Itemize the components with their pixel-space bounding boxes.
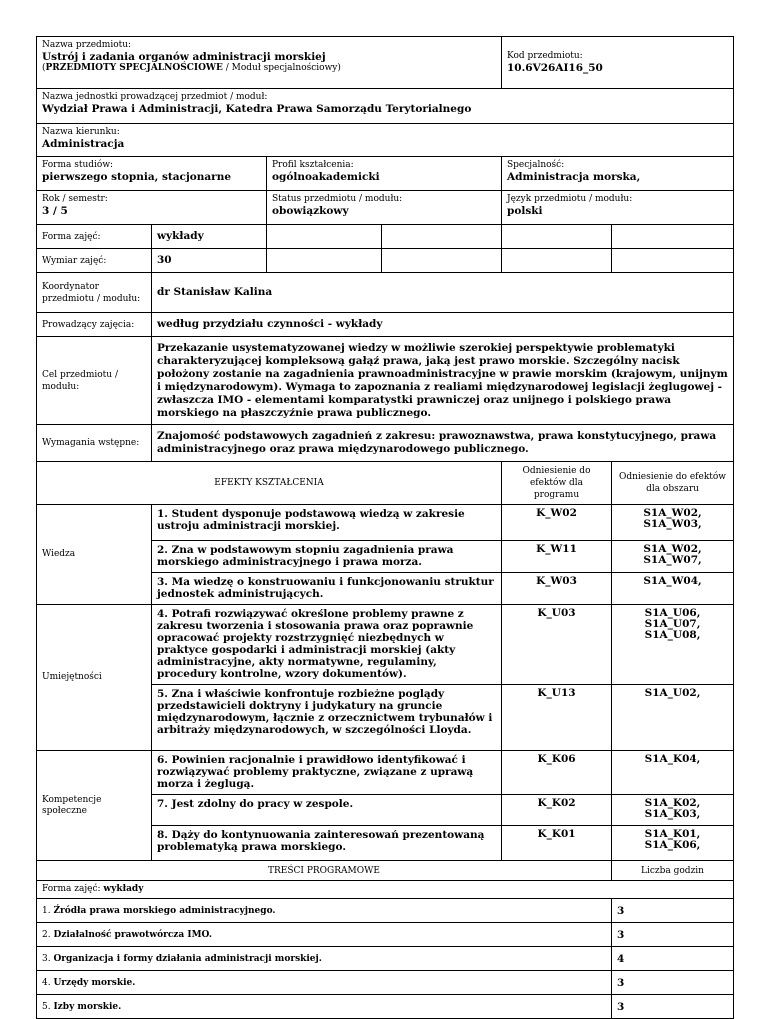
topic-row [37, 947, 734, 971]
outcome-text: 7. Jest zdolny do pracy w zespole. [152, 795, 502, 826]
unit-value: Wydział Prawa i Administracji, Katedra Prawa Samorządu Terytorialnego [42, 103, 472, 115]
subject-name-cell [37, 37, 502, 89]
area-code: S1A_W02, [643, 507, 702, 519]
outcome-program-code: K_U03 [502, 605, 612, 685]
goal-row [37, 337, 734, 425]
outcome-row [37, 505, 734, 541]
outcome-row [37, 605, 734, 685]
outcome-program-code: K_K02 [502, 795, 612, 826]
topic-title: Izby morskie. [53, 1001, 122, 1012]
topic-hours: 3 [612, 899, 734, 923]
language-value: polski [507, 205, 543, 217]
year-label: Rok / semestr: [42, 194, 108, 204]
requirements-value: Znajomość podstawowych zagadnień z zakresu: prawoznawstwa, prawa konstytucyjnego, prawa administracyjnego oraz prawa międzynarodowego publicznego. [157, 430, 717, 455]
topic-title: Urzędy morskie. [53, 977, 136, 988]
outcome-program-code: K_K06 [502, 751, 612, 795]
subject-category-bold: PRZEDMIOTY SPECJALNOŚCIOWE [45, 63, 223, 73]
language-label: Język przedmiotu / modułu: [507, 194, 633, 204]
topic-row [37, 899, 734, 923]
hours-value: 30 [157, 254, 172, 266]
area-code: S1A_U07, [644, 618, 701, 630]
outcome-text: 4. Potrafi rozwiązywać określone problemy prawne z zakresu tworzenia i stosowania prawa oraz poprawnie opracować projekty rozstrzygnięć niezbędnych w praktyce gospodarki i administracji morskiej (akty administracyjne, akty normatywne, regulaminy, procedury kontrolne, wzory dokumentów). [152, 605, 502, 685]
program-body [37, 899, 734, 1019]
topic-cell [37, 995, 612, 1019]
topic-hours: 4 [612, 947, 734, 971]
unit-row [37, 89, 734, 124]
coordinator-value: dr Stanisław Kalina [157, 286, 273, 298]
syllabus-page [36, 36, 733, 1019]
outcome-text: 8. Dąży do kontynuowania zainteresowań prezentowaną problematyką prawa morskiego. [152, 826, 502, 861]
profile-value: ogólnoakademicki [272, 171, 380, 183]
area-code: S1A_U06, [644, 607, 701, 619]
year-row [37, 191, 734, 225]
topic-title: Działalność prawotwórcza IMO. [53, 929, 212, 940]
status-value: obowiązkowy [272, 205, 349, 217]
study-row [37, 157, 734, 191]
profile-label: Profil kształcenia: [272, 160, 354, 170]
unit-label: Nazwa jednostki prowadzącej przedmiot / moduł: [42, 92, 268, 102]
area-code: S1A_W03, [643, 518, 702, 530]
topic-number: 1. [42, 905, 54, 916]
goal-value: Przekazanie usystematyzowanej wiedzy w możliwie szerokiej perspektywie problematyki charakteryzującej kompleksową gałąź prawa, jaką jest prawo morskie. Szczególny nacisk położony zostanie na zagadnienia prawnoadministracyjne w prawie morskim (krajowym, unijnym i międzynarodowym). Wymaga to zapoznania z realiami międzynarodowej legislacji żeglugowej - zwłaszcza IMO - elementami komparatystki prawniczej oraz unijnego i polskiego prawa morskiego na płaszczyźnie prawa publicznego. [157, 341, 728, 419]
subject-row [37, 37, 734, 89]
requirements-label: Wymagania wstępne: [42, 438, 140, 448]
subject-code: 10.6V26AI16_50 [507, 62, 603, 74]
field-value: Administracja [42, 138, 125, 150]
outcome-area-codes [612, 541, 734, 573]
topic-number: 2. [42, 929, 54, 940]
outcome-area-codes [612, 573, 734, 605]
outcome-text: 6. Powinien racjonalnie i prawidłowo identyfikować i rozwiązywać problemy praktyczne, związane z uprawą morza i żeglugą. [152, 751, 502, 795]
subject-code-cell [502, 37, 734, 89]
class-form-value: wykłady [157, 230, 204, 242]
topic-cell [37, 899, 612, 923]
program-header: TREŚCI PROGRAMOWE [37, 861, 612, 881]
outcomes-header-row [37, 462, 734, 505]
outcomes-col-area: Odniesienie do efektów dla obszaru [612, 462, 734, 505]
outcome-program-code: K_U13 [502, 685, 612, 751]
field-label: Nazwa kierunku: [42, 127, 120, 137]
field-row [37, 124, 734, 157]
subject-name: Ustrój i zadania organów administracji morskiej [42, 51, 326, 63]
outcome-text: 1. Student dysponuje podstawową wiedzą w zakresie ustroju administracji morskiej. [152, 505, 502, 541]
instructor-label: Prowadzący zajęcia: [42, 319, 135, 330]
class-form-label: Forma zajęć: [42, 231, 101, 242]
area-code: S1A_W02, [643, 543, 702, 555]
hours-row [37, 249, 734, 273]
area-code: S1A_K04, [644, 753, 701, 765]
status-label: Status przedmiotu / modułu: [272, 194, 403, 204]
topic-cell [37, 923, 612, 947]
requirements-row [37, 425, 734, 462]
instructor-row [37, 313, 734, 337]
topic-row [37, 923, 734, 947]
subject-name-label: Nazwa przedmiotu: [42, 40, 132, 50]
area-code: S1A_W04, [643, 575, 702, 587]
area-code: S1A_K03, [644, 808, 701, 820]
topic-hours: 3 [612, 971, 734, 995]
program-form-label: Forma zajęć: [42, 884, 101, 894]
outcomes-body [37, 505, 734, 861]
subject-category-rest: / Moduł specjalnościowy) [225, 63, 341, 73]
year-value: 3 / 5 [42, 205, 68, 217]
topic-hours: 3 [612, 923, 734, 947]
subject-category: (PRZEDMIOTY SPECJALNOŚCIOWE / Moduł specjalnościowy) [42, 63, 341, 73]
topic-title: Organizacja i formy działania administracji morskiej. [53, 953, 322, 964]
outcome-text: 2. Zna w podstawowym stopniu zagadnienia prawa morskiego administracyjnego i prawa morza. [152, 541, 502, 573]
outcome-text: 3. Ma wiedzę o konstruowaniu i funkcjonowaniu struktur jednostek administrujących. [152, 573, 502, 605]
coordinator-row [37, 273, 734, 313]
goal-label: Cel przedmiotu / modułu: [42, 369, 118, 392]
topic-row [37, 971, 734, 995]
outcome-group-label: Kompetencje społeczne [37, 751, 152, 861]
area-code: S1A_W07, [643, 554, 702, 566]
outcome-group-label: Umiejętności [37, 605, 152, 751]
topic-number: 5. [42, 1001, 54, 1012]
topic-number: 4. [42, 977, 54, 988]
outcome-program-code: K_K01 [502, 826, 612, 861]
specialty-value: Administracja morska, [507, 171, 641, 183]
topic-cell [37, 971, 612, 995]
area-code: S1A_U08, [644, 629, 701, 641]
instructor-value: według przydziału czynności - wykłady [157, 318, 383, 330]
program-form-value: wykłady [103, 884, 144, 894]
study-form-value: pierwszego stopnia, stacjonarne [42, 171, 232, 183]
outcome-area-codes [612, 685, 734, 751]
outcome-area-codes [612, 505, 734, 541]
outcome-area-codes [612, 605, 734, 685]
program-header-row [37, 861, 734, 881]
syllabus-table [36, 36, 734, 1019]
program-hours-header: Liczba godzin [612, 861, 734, 881]
outcomes-header: EFEKTY KSZTAŁCENIA [37, 462, 502, 505]
topic-row [37, 995, 734, 1019]
outcome-area-codes [612, 795, 734, 826]
coordinator-label: Koordynator przedmiotu / modułu: [42, 281, 141, 304]
subject-code-label: Kod przedmiotu: [507, 51, 583, 61]
hours-label: Wymiar zajęć: [42, 255, 107, 266]
area-code: S1A_K06, [644, 839, 701, 851]
outcome-text: 5. Zna i właściwie konfrontuje rozbieżne poglądy przedstawicieli doktryny i judykatury na gruncie międzynarodowym, łącznie z orzecznictwem trybunałów i arbitraży międzynarodowych, w szczególności Lloyda. [152, 685, 502, 751]
program-form-row [37, 881, 734, 899]
specialty-label: Specjalność: [507, 160, 565, 170]
outcome-area-codes [612, 751, 734, 795]
topic-hours: 3 [612, 995, 734, 1019]
area-code: S1A_K02, [644, 797, 701, 809]
topic-title: Źródła prawa morskiego administracyjnego. [53, 905, 276, 916]
area-code: S1A_U02, [644, 687, 701, 699]
outcome-row [37, 751, 734, 795]
class-form-row [37, 225, 734, 249]
outcome-group-label: Wiedza [37, 505, 152, 605]
outcomes-col-program: Odniesienie do efektów dla programu [502, 462, 612, 505]
topic-cell [37, 947, 612, 971]
outcome-program-code: K_W03 [502, 573, 612, 605]
outcome-program-code: K_W02 [502, 505, 612, 541]
area-code: S1A_K01, [644, 828, 701, 840]
outcome-area-codes [612, 826, 734, 861]
topic-number: 3. [42, 953, 54, 964]
outcome-program-code: K_W11 [502, 541, 612, 573]
study-form-label: Forma studiów: [42, 160, 114, 170]
